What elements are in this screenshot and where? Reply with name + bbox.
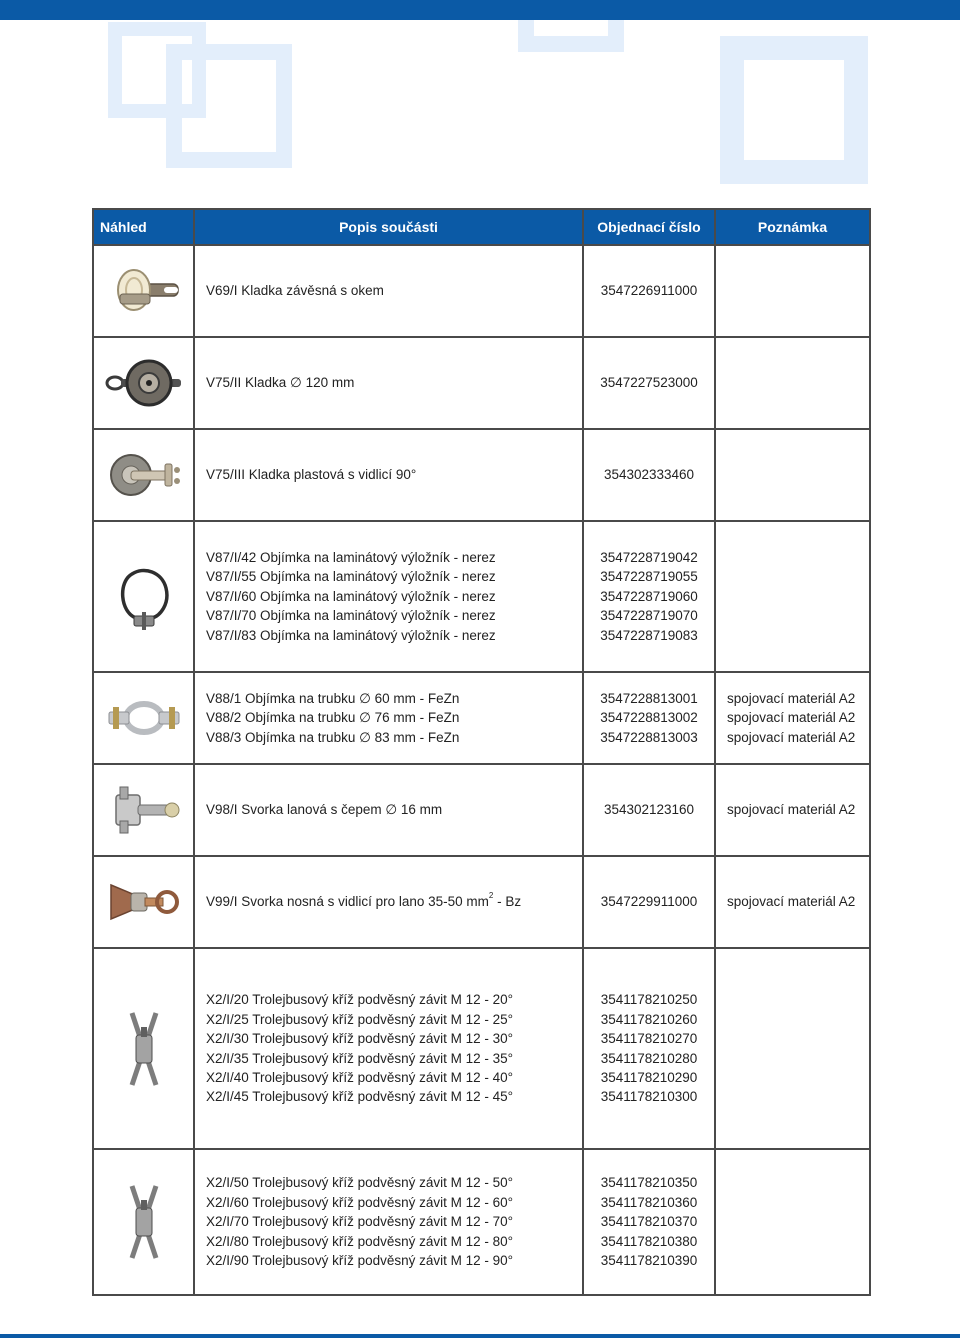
top-accent-bar bbox=[0, 0, 960, 20]
order-number: 3547228719042 bbox=[600, 549, 698, 565]
note-cell bbox=[715, 429, 870, 521]
preview-cell bbox=[93, 856, 194, 948]
description-cell bbox=[194, 521, 583, 672]
order-number: 3541178210280 bbox=[600, 1050, 698, 1066]
order-number-cell bbox=[583, 521, 715, 672]
order-number: 3547228813001 bbox=[600, 690, 698, 706]
note-cell bbox=[715, 672, 870, 764]
plastic-pulley-fork-photo bbox=[105, 444, 183, 506]
note-text: spojovací materiál A2 bbox=[727, 710, 856, 726]
description-line: V87/I/42 Objímka na laminátový výložník - nerez bbox=[206, 549, 496, 565]
rope-clamp-photo bbox=[104, 779, 184, 841]
table-row bbox=[93, 1149, 870, 1295]
note-cell bbox=[715, 521, 870, 672]
order-number: 3547226911000 bbox=[600, 283, 698, 299]
header-preview: Náhled bbox=[93, 209, 194, 245]
description-line: X2/I/45 Trolejbusový kříž podvěsný závit M 12 - 45° bbox=[206, 1089, 514, 1105]
order-number: 3541178210290 bbox=[600, 1069, 698, 1085]
order-number-cell bbox=[583, 1149, 715, 1295]
header-order-number: Objednací číslo bbox=[583, 209, 715, 245]
order-number: 354302333460 bbox=[603, 467, 695, 483]
order-number: 3541178210250 bbox=[600, 992, 698, 1008]
note-text: spojovací materiál A2 bbox=[727, 729, 856, 745]
bottom-accent-bar bbox=[0, 1334, 960, 1338]
order-number: 3541178210390 bbox=[600, 1253, 698, 1269]
order-number: 3541178210270 bbox=[600, 1031, 698, 1047]
description-line: V87/I/60 Objímka na laminátový výložník - nerez bbox=[206, 588, 496, 604]
order-number: 354302123160 bbox=[603, 802, 695, 818]
order-number: 3541178210360 bbox=[600, 1194, 698, 1210]
description-line: X2/I/40 Trolejbusový kříž podvěsný závit M 12 - 40° bbox=[206, 1069, 514, 1085]
pipe-clamp-photo bbox=[103, 693, 185, 743]
order-number: 3541178210260 bbox=[600, 1011, 698, 1027]
description-line: V87/I/55 Objímka na laminátový výložník - nerez bbox=[206, 569, 496, 585]
order-number: 3541178210380 bbox=[600, 1233, 698, 1249]
order-number-cell bbox=[583, 764, 715, 856]
description-line: V88/3 Objímka na trubku ∅ 83 mm - FeZn bbox=[206, 729, 460, 745]
description-line: X2/I/30 Trolejbusový kříž podvěsný závit M 12 - 30° bbox=[206, 1031, 514, 1047]
preview-cell bbox=[93, 337, 194, 429]
description-cell bbox=[194, 1149, 583, 1295]
table-row bbox=[93, 672, 870, 764]
decor-square bbox=[518, 20, 624, 52]
superscript: 2 bbox=[488, 891, 494, 901]
table-row bbox=[93, 764, 870, 856]
preview-cell bbox=[93, 672, 194, 764]
trolleybus-cross-photo bbox=[124, 1182, 164, 1262]
decor-square bbox=[166, 44, 292, 168]
table-row bbox=[93, 337, 870, 429]
decor-square bbox=[720, 36, 868, 184]
order-number-cell bbox=[583, 856, 715, 948]
description-line: X2/I/60 Trolejbusový kříž podvěsný závit M 12 - 60° bbox=[206, 1194, 514, 1210]
description-cell bbox=[194, 672, 583, 764]
table-row bbox=[93, 429, 870, 521]
order-number: 3541178210370 bbox=[600, 1214, 698, 1230]
description-line: X2/I/25 Trolejbusový kříž podvěsný závit M 12 - 25° bbox=[206, 1011, 514, 1027]
table-header-row bbox=[93, 209, 870, 245]
description-line: V88/2 Objímka na trubku ∅ 76 mm - FeZn bbox=[206, 710, 460, 726]
trolleybus-cross-photo bbox=[124, 1009, 164, 1089]
order-number: 3547228813002 bbox=[600, 710, 698, 726]
order-number: 3541178210300 bbox=[600, 1089, 698, 1105]
order-number: 3547228719070 bbox=[600, 608, 698, 624]
order-number-cell bbox=[583, 429, 715, 521]
order-number: 3547228719083 bbox=[600, 627, 698, 643]
description-line: V75/II Kladka ∅ 120 mm bbox=[206, 375, 355, 391]
note-cell bbox=[715, 245, 870, 337]
preview-cell bbox=[93, 429, 194, 521]
description-cell bbox=[194, 856, 583, 948]
description-line: X2/I/35 Trolejbusový kříž podvěsný závit M 12 - 35° bbox=[206, 1050, 514, 1066]
description-line: V87/I/83 Objímka na laminátový výložník - nerez bbox=[206, 627, 496, 643]
description-line bbox=[206, 892, 582, 911]
description-cell bbox=[194, 764, 583, 856]
description-cell bbox=[194, 337, 583, 429]
order-number: 3547228813003 bbox=[600, 729, 698, 745]
table-row bbox=[93, 245, 870, 337]
note-text: spojovací materiál A2 bbox=[727, 802, 856, 818]
description-cell bbox=[194, 429, 583, 521]
description-suffix: - Bz bbox=[493, 894, 522, 910]
order-number: 3541178210350 bbox=[600, 1175, 698, 1191]
note-cell bbox=[715, 1149, 870, 1295]
note-cell bbox=[715, 856, 870, 948]
description-cell bbox=[194, 245, 583, 337]
note-cell bbox=[715, 948, 870, 1149]
description-cell bbox=[194, 948, 583, 1149]
description-line: X2/I/70 Trolejbusový kříž podvěsný závit M 12 - 70° bbox=[206, 1214, 514, 1230]
order-number-cell bbox=[583, 672, 715, 764]
description-line: V87/I/70 Objímka na laminátový výložník - nerez bbox=[206, 608, 496, 624]
description-line: X2/I/50 Trolejbusový kříž podvěsný závit M 12 - 50° bbox=[206, 1175, 514, 1191]
description-line: V88/1 Objímka na trubku ∅ 60 mm - FeZn bbox=[206, 690, 460, 706]
description-text: V99/I Svorka nosná s vidlicí pro lano 35-50 mm bbox=[206, 894, 489, 910]
description-line: V69/I Kladka závěsná s okem bbox=[206, 283, 384, 299]
order-number-cell bbox=[583, 948, 715, 1149]
note-text: spojovací materiál A2 bbox=[727, 894, 856, 910]
note-cell bbox=[715, 764, 870, 856]
table-row bbox=[93, 521, 870, 672]
pulley-120mm-photo bbox=[101, 354, 187, 412]
header-note: Poznámka bbox=[715, 209, 870, 245]
preview-cell bbox=[93, 245, 194, 337]
order-number: 3547228719055 bbox=[600, 569, 698, 585]
description-line: X2/I/20 Trolejbusový kříž podvěsný závit M 12 - 20° bbox=[206, 992, 514, 1008]
note-text: spojovací materiál A2 bbox=[727, 690, 856, 706]
order-number-cell bbox=[583, 337, 715, 429]
table-row bbox=[93, 856, 870, 948]
order-number: 3547228719060 bbox=[600, 588, 698, 604]
note-cell bbox=[715, 337, 870, 429]
order-number: 3547227523000 bbox=[600, 375, 698, 391]
table-row bbox=[93, 948, 870, 1149]
description-line: V98/I Svorka lanová s čepem ∅ 16 mm bbox=[206, 802, 443, 818]
order-number-cell bbox=[583, 245, 715, 337]
parts-table bbox=[92, 208, 871, 1296]
description-line: V75/III Kladka plastová s vidlicí 90° bbox=[206, 467, 417, 483]
description-line: X2/I/80 Trolejbusový kříž podvěsný závit M 12 - 80° bbox=[206, 1233, 514, 1249]
header-description: Popis součásti bbox=[194, 209, 583, 245]
preview-cell bbox=[93, 521, 194, 672]
preview-cell bbox=[93, 764, 194, 856]
preview-cell bbox=[93, 1149, 194, 1295]
order-number: 3547229911000 bbox=[600, 894, 698, 910]
description-line: X2/I/90 Trolejbusový kříž podvěsný závit M 12 - 90° bbox=[206, 1253, 514, 1269]
preview-cell bbox=[93, 948, 194, 1149]
support-clamp-fork-photo bbox=[105, 875, 183, 929]
pulley-with-eye-photo bbox=[102, 260, 186, 322]
clamp-ring-photo bbox=[114, 562, 174, 632]
